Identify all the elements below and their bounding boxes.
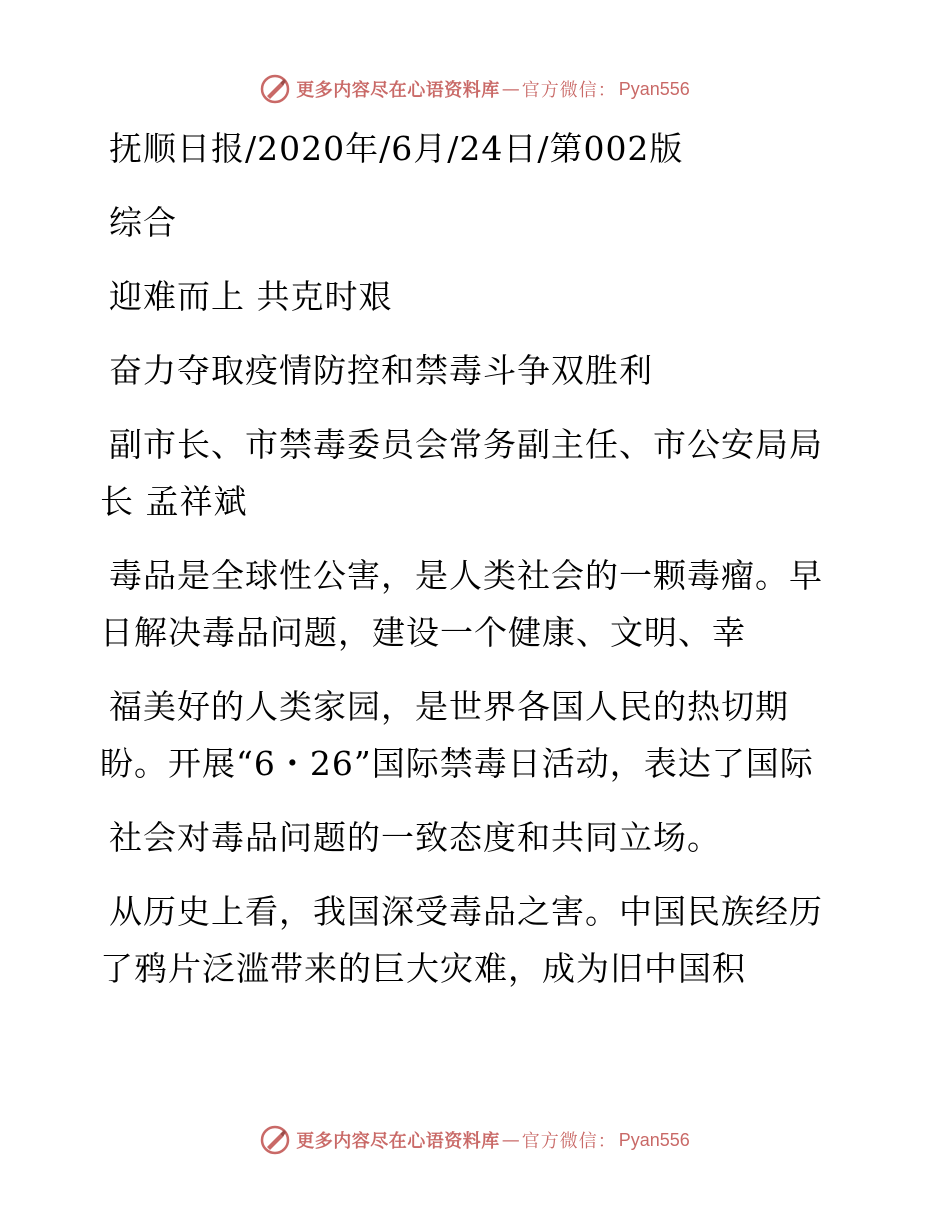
watermark-dash: —: [501, 1129, 520, 1151]
watermark-text: 更多内容尽在心语资料库: [296, 80, 500, 101]
watermark-subtext: 官方微信：: [521, 1131, 617, 1152]
pen-logo-icon: [260, 1125, 290, 1155]
pen-logo-icon: [260, 74, 290, 104]
paragraph-line: 毒品是全球性公害，是人类社会的一颗毒瘤。早: [109, 556, 823, 595]
paragraph-line: 了鸦片泛滥带来的巨大灾难，成为旧中国积: [100, 949, 746, 988]
paragraph-line: 社会对毒品问题的一致态度和共同立场。: [109, 818, 721, 857]
publication-line: 抚顺日报/2020年/6月/24日/第002版: [109, 129, 684, 168]
watermark-handle: Pyan556: [618, 1129, 690, 1150]
article-body: [100, 120, 840, 997]
section-label: 综合: [109, 203, 177, 242]
watermark-subtext: 官方微信：: [521, 80, 617, 101]
author-line: 副市长、市禁毒委员会常务副主任、市公安局局: [109, 425, 823, 464]
watermark-dash: —: [501, 78, 520, 100]
paragraph-line: 福美好的人类家园，是世界各国人民的热切期: [109, 687, 789, 726]
watermark-handle: Pyan556: [618, 78, 690, 99]
subheadline: 奋力夺取疫情防控和禁毒斗争双胜利: [109, 351, 653, 390]
paragraph-line: 从历史上看，我国深受毒品之害。中国民族经历: [109, 892, 823, 931]
watermark-header: [0, 72, 950, 106]
watermark-text: 更多内容尽在心语资料库: [296, 1131, 500, 1152]
watermark-footer: [0, 1123, 950, 1157]
paragraph-line: 盼。开展“6・26”国际禁毒日活动，表达了国际: [100, 744, 814, 783]
paragraph-line: 日解决毒品问题，建设一个健康、文明、幸: [100, 613, 746, 652]
author-line-cont: 长 孟祥斌: [100, 482, 248, 521]
headline: 迎难而上 共克时艰: [109, 277, 393, 316]
